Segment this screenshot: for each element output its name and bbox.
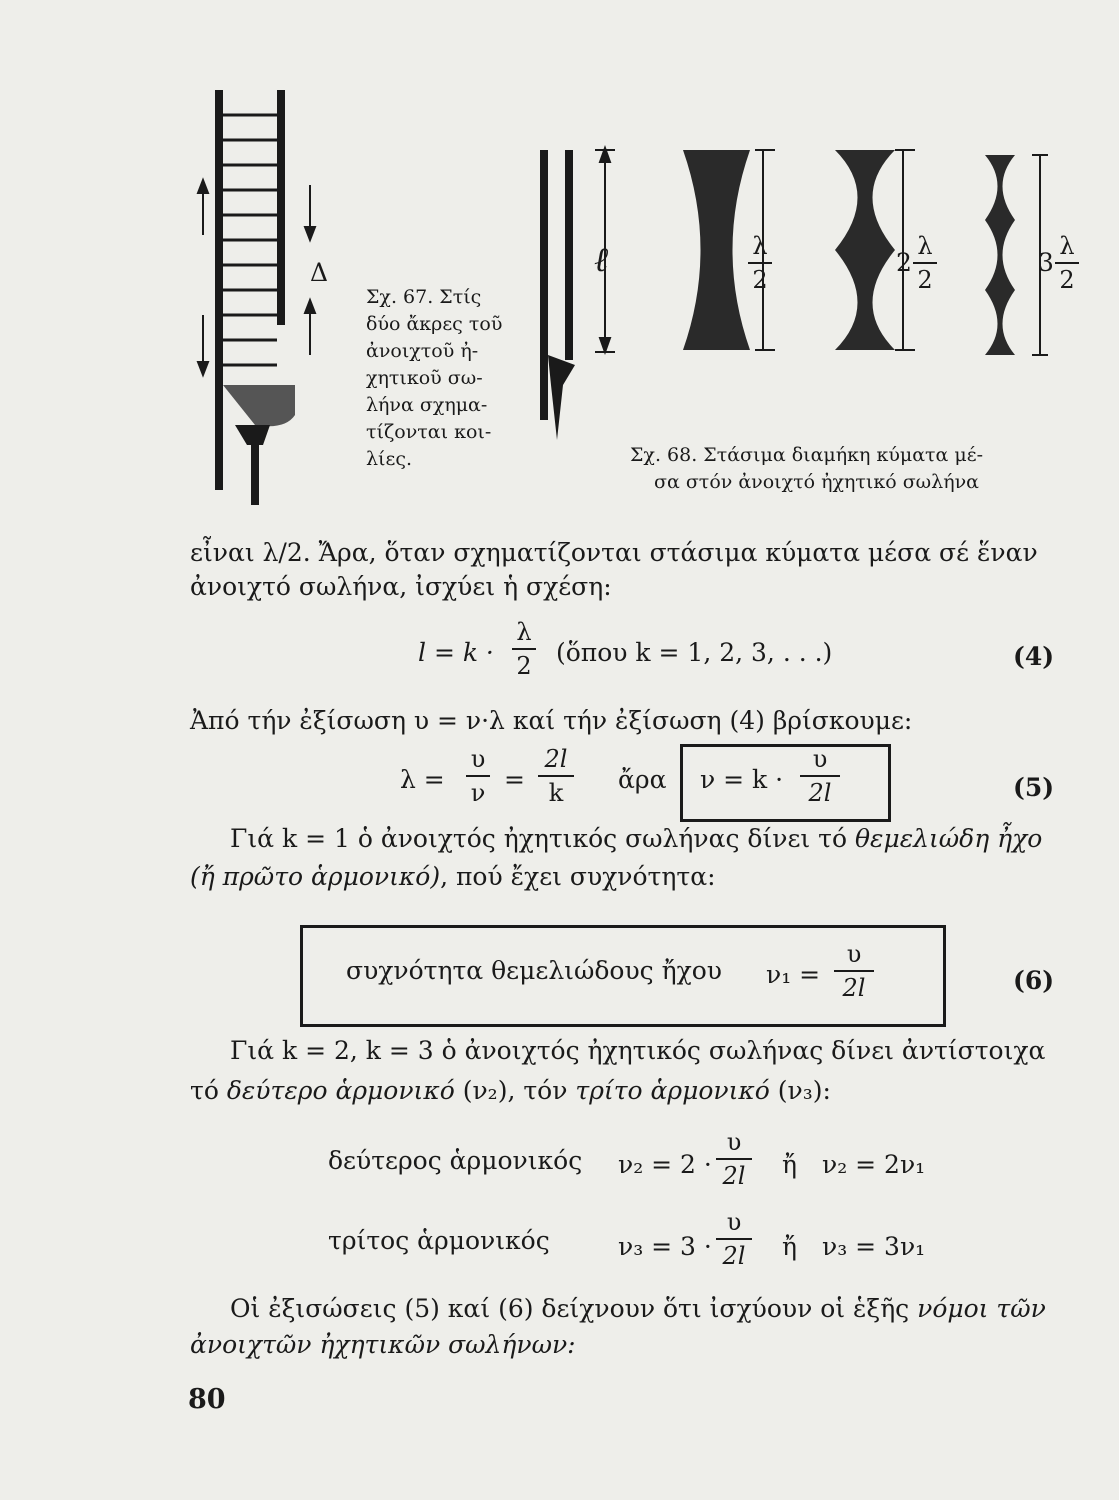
text-run: Οἱ ἐξισώσεις (5) καί (6) δείχνουν ὅτι ἰσχύουν οἱ ἑξῆς — [230, 1294, 918, 1323]
equation-4-fraction — [512, 618, 536, 680]
fraction-denominator: 2 — [1059, 266, 1075, 294]
fraction-numerator: λ — [917, 232, 933, 260]
text-emphasis: τρίτο ἁρμονικό — [575, 1076, 770, 1105]
harmonic-3-or: ἤ — [782, 1232, 797, 1261]
lambda-half-2 — [913, 232, 937, 294]
multiplier-2: 2 — [896, 248, 912, 277]
equation-5-lambda: λ = — [400, 765, 445, 794]
paragraph-line — [230, 824, 1042, 853]
fraction-numerator: λ — [1059, 232, 1075, 260]
text-run: , πού ἔχει συχνότητα: — [440, 862, 716, 891]
text-run: (ν₃): — [769, 1076, 831, 1105]
harmonic-3-rhs: ν₃ = 3ν₁ — [822, 1232, 926, 1261]
caption-line: δύο ἄκρες τοῦ — [366, 313, 503, 335]
figure-67-tube-diagram — [185, 85, 335, 515]
text-emphasis: θεμελιώδη ἦχο — [854, 824, 1043, 853]
caption-line: ἀνοιχτοῦ ἠ- — [366, 340, 479, 362]
equation-5-fraction-2 — [538, 745, 574, 807]
length-label: ℓ — [594, 240, 609, 280]
paragraph-line — [190, 1330, 576, 1359]
fraction-numerator: 2l — [544, 745, 568, 773]
caption-line: λήνα σχημα- — [366, 394, 488, 416]
equation-4-condition: (ὅπου k = 1, 2, 3, . . .) — [556, 638, 833, 667]
equation-5-tag: (5) — [1013, 773, 1055, 802]
equation-6-tag: (6) — [1013, 966, 1055, 995]
figure-68-standing-waves — [535, 140, 1055, 440]
caption-line: χητικοῦ σω- — [366, 367, 483, 389]
fraction-denominator: 2l — [722, 1162, 746, 1190]
figure-68-caption — [630, 442, 983, 496]
text-run: τό — [190, 1076, 227, 1105]
harmonic-3-lhs: ν₃ = 3 · — [618, 1232, 712, 1261]
text-run: (ν₂), τόν — [454, 1076, 576, 1105]
fraction-denominator: 2 — [516, 652, 532, 680]
paragraph-line: εἶναι λ/2. Ἄρα, ὅταν σχηματίζονται στάσιμα κύματα μέσα σέ ἕναν — [190, 538, 1038, 567]
fraction-denominator: k — [548, 779, 564, 807]
lambda-half-1 — [748, 232, 772, 294]
text-emphasis: (ἤ πρῶτο ἁρμονικό) — [190, 862, 441, 891]
harmonic-3-fraction — [716, 1208, 752, 1270]
harmonic-2-lhs: ν₂ = 2 · — [618, 1150, 712, 1179]
harmonic-2-fraction — [716, 1128, 752, 1190]
caption-line: Σχ. 68. Στάσιμα διαμήκη κύματα μέ- — [630, 444, 984, 466]
paragraph-line: ἀνοιχτό σωλήνα, ἰσχύει ἡ σχέση: — [190, 572, 612, 601]
equation-4-lhs: l = k · — [418, 638, 494, 667]
delta-label: Δ — [310, 258, 329, 287]
figure-67-caption — [366, 284, 502, 473]
fraction-numerator: υ — [846, 940, 862, 968]
caption-line: λίες. — [366, 448, 413, 470]
paragraph-line — [190, 1076, 831, 1105]
page-number: 80 — [188, 1384, 226, 1415]
fraction-numerator: υ — [726, 1208, 742, 1236]
text-emphasis: δεύτερο ἁρμονικό — [226, 1076, 455, 1105]
lambda-half-3 — [1055, 232, 1079, 294]
equation-5-box-lhs: ν = k · — [700, 765, 784, 794]
paragraph-line — [230, 1294, 1046, 1323]
fraction-numerator: υ — [812, 745, 828, 773]
multiplier-3: 3 — [1038, 248, 1054, 277]
harmonic-2-or: ἤ — [782, 1150, 797, 1179]
fraction-denominator: 2l — [808, 779, 832, 807]
paragraph-line: Ἀπό τήν ἐξίσωση υ = ν·λ καί τήν ἐξίσωση (4) βρίσκουμε: — [190, 706, 913, 735]
caption-line: σα στόν ἀνοιχτό ἠχητικό σωλήνα — [654, 471, 979, 493]
equation-6-label: συχνότητα θεμελιώδους ἤχου — [346, 956, 722, 985]
fraction-numerator: υ — [726, 1128, 742, 1156]
text-run: Γιά k = 1 ὁ ἀνοιχτός ἠχητικός σωλήνας δίνει τό — [230, 824, 855, 853]
caption-line: Σχ. 67. Στίς — [366, 286, 482, 308]
text-emphasis: νόμοι τῶν — [917, 1294, 1046, 1323]
text-emphasis: ἀνοιχτῶν ἠχητικῶν σωλήνων: — [190, 1330, 576, 1359]
fraction-numerator: λ — [516, 618, 532, 646]
equation-4-tag: (4) — [1013, 642, 1055, 671]
fraction-denominator: 2l — [842, 974, 866, 1002]
fraction-denominator: ν — [470, 779, 486, 807]
fraction-denominator: 2 — [917, 266, 933, 294]
fraction-denominator: 2 — [752, 266, 768, 294]
equation-5-equals: = — [504, 765, 525, 794]
harmonic-2-label: δεύτερος ἁρμονικός — [328, 1146, 583, 1175]
harmonic-3-label: τρίτος ἁρμονικός — [328, 1226, 550, 1255]
caption-line: τίζονται κοι- — [366, 421, 492, 443]
equation-6-lhs: ν₁ = — [766, 960, 821, 989]
paragraph-line — [190, 862, 716, 891]
equation-6-fraction — [834, 940, 874, 1002]
harmonic-2-rhs: ν₂ = 2ν₁ — [822, 1150, 926, 1179]
equation-5-ara: ἄρα — [618, 765, 667, 794]
fraction-numerator: υ — [470, 745, 486, 773]
equation-5-box-fraction — [800, 745, 840, 807]
equation-5-fraction-1 — [466, 745, 490, 807]
fraction-denominator: 2l — [722, 1242, 746, 1270]
paragraph-line: Γιά k = 2, k = 3 ὁ ἀνοιχτός ἠχητικός σωλήνας δίνει ἀντίστοιχα — [230, 1036, 1046, 1065]
fraction-numerator: λ — [752, 232, 768, 260]
